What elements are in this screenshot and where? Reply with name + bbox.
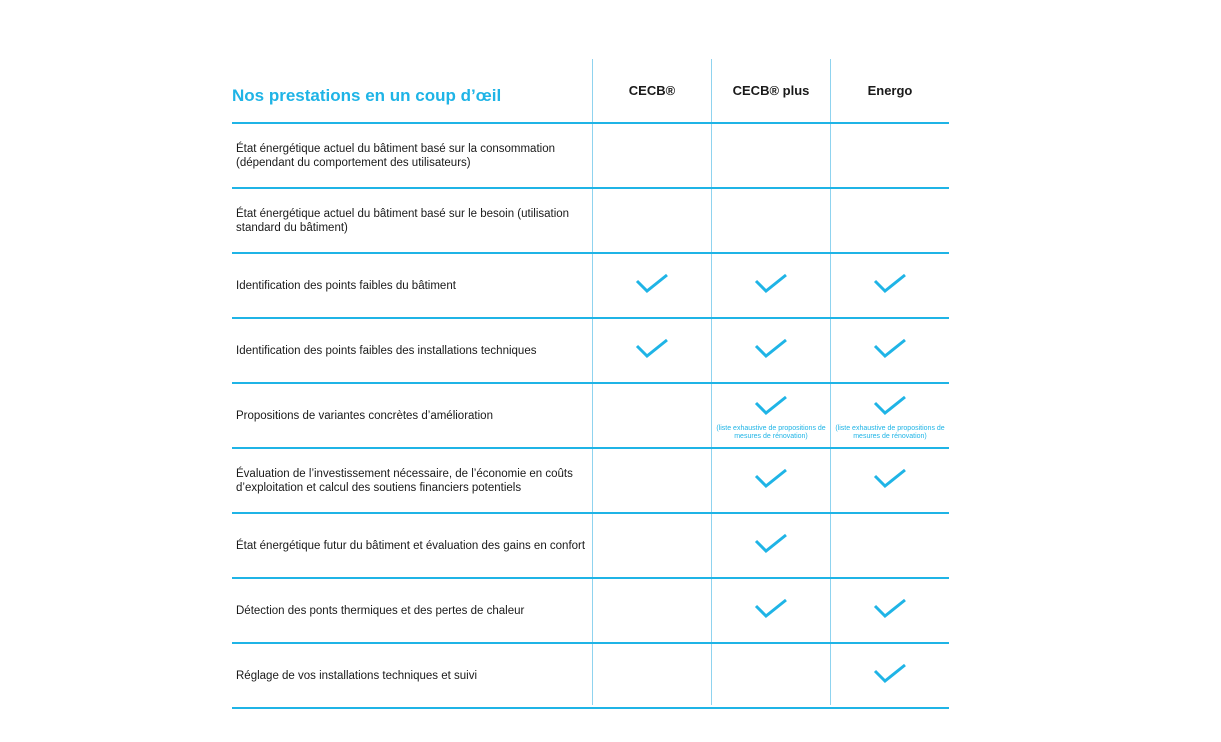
check-icon <box>873 662 907 684</box>
column-header-cecb-plus: CECB® plus <box>732 83 810 98</box>
check-icon <box>754 467 788 489</box>
table-row <box>232 644 949 709</box>
cell-cecb-plus <box>712 189 830 252</box>
table-header <box>232 59 949 124</box>
check-icon <box>873 337 907 359</box>
cell-cecb <box>593 254 711 317</box>
row-label: Identification des points faibles des installations techniques <box>236 344 537 357</box>
cell-energo <box>831 514 949 577</box>
row-label: État énergétique actuel du bâtiment basé sur le besoin (utilisation standard du bâtiment) <box>236 207 570 234</box>
cell-cecb <box>593 124 711 187</box>
cell-cecb <box>593 579 711 642</box>
table-row <box>232 384 949 449</box>
check-icon <box>754 394 788 416</box>
table-row <box>232 189 949 254</box>
cell-note: (liste exhaustive de propositions de mesures de rénovation) <box>716 425 826 440</box>
table-row <box>232 254 949 319</box>
cell-energo <box>831 254 949 317</box>
check-icon <box>754 272 788 294</box>
column-header-energo: Energo <box>867 83 913 98</box>
cell-cecb <box>593 319 711 382</box>
row-label: Réglage de vos installations techniques et suivi <box>236 669 478 682</box>
cell-cecb-plus <box>712 449 830 512</box>
cell-energo <box>831 124 949 187</box>
check-icon <box>873 597 907 619</box>
check-icon <box>635 272 669 294</box>
table-row <box>232 579 949 644</box>
cell-energo <box>831 449 949 512</box>
cell-cecb-plus <box>712 384 830 447</box>
cell-cecb <box>593 384 711 447</box>
cell-energo <box>831 319 949 382</box>
services-comparison-table <box>232 59 949 709</box>
cell-energo <box>831 579 949 642</box>
cell-cecb <box>593 514 711 577</box>
check-icon <box>635 337 669 359</box>
cell-cecb <box>593 189 711 252</box>
cell-cecb-plus <box>712 124 830 187</box>
cell-energo <box>831 384 949 447</box>
cell-energo <box>831 189 949 252</box>
check-icon <box>873 467 907 489</box>
cell-cecb-plus <box>712 254 830 317</box>
row-label: État énergétique actuel du bâtiment basé sur la consommation (dépendant du comportement des utilisateurs) <box>236 142 555 169</box>
row-label: État énergétique futur du bâtiment et évaluation des gains en confort <box>236 539 586 552</box>
check-icon <box>873 394 907 416</box>
cell-cecb <box>593 449 711 512</box>
check-icon <box>754 532 788 554</box>
table-row <box>232 449 949 514</box>
cell-cecb <box>593 644 711 707</box>
table-body <box>232 124 949 709</box>
table-title: Nos prestations en un coup d’œil <box>232 86 502 105</box>
cell-cecb-plus <box>712 514 830 577</box>
table-row <box>232 514 949 579</box>
cell-cecb-plus <box>712 579 830 642</box>
row-label: Identification des points faibles du bâtiment <box>236 279 456 292</box>
cell-note: (liste exhaustive de propositions de mesures de rénovation) <box>835 425 945 440</box>
check-icon <box>754 597 788 619</box>
row-label: Détection des ponts thermiques et des pertes de chaleur <box>236 604 525 617</box>
row-label: Évaluation de l’investissement nécessaire, de l’économie en coûts d’exploitation et calcul des soutiens financiers potentiels <box>236 467 573 494</box>
table-row <box>232 124 949 189</box>
cell-cecb-plus <box>712 644 830 707</box>
check-icon <box>754 337 788 359</box>
row-label: Propositions de variantes concrètes d’amélioration <box>236 409 493 422</box>
cell-energo <box>831 644 949 707</box>
table-row <box>232 319 949 384</box>
cell-cecb-plus <box>712 319 830 382</box>
column-header-cecb: CECB® <box>628 83 676 98</box>
check-icon <box>873 272 907 294</box>
